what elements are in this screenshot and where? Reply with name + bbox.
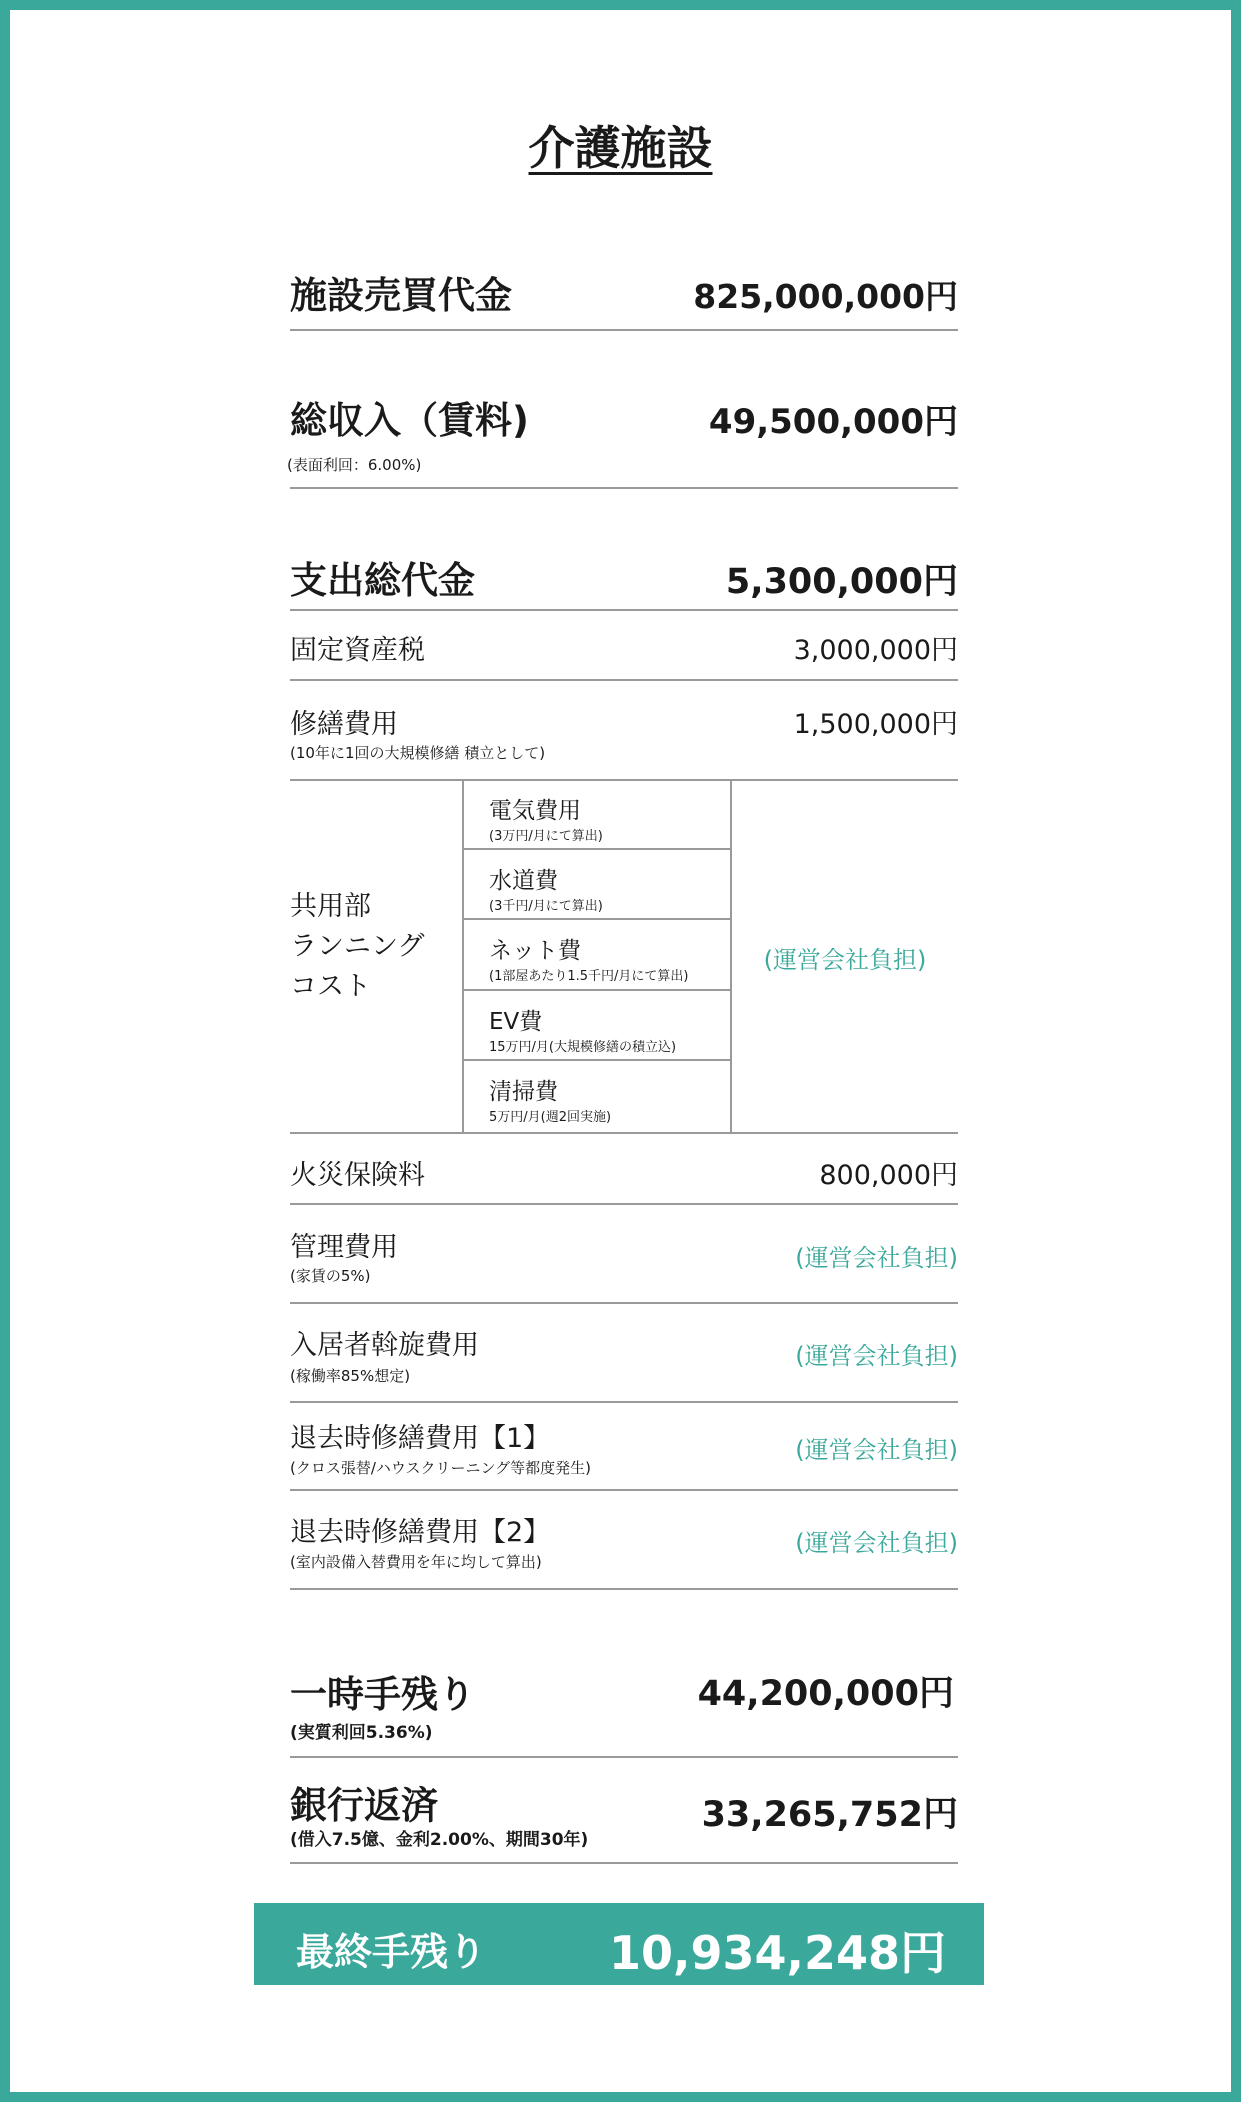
property-tax-label: 固定資産税 — [290, 635, 425, 666]
management-value: (運営会社負担) — [795, 1244, 958, 1272]
management-note: (家賃の5%) — [290, 1267, 371, 1285]
running-cost-item-note: 15万円/月(大規模修繕の積立込) — [489, 1040, 677, 1055]
exit-repair-1-row — [290, 1416, 958, 1481]
management-label: 管理費用 — [290, 1232, 398, 1263]
divider — [290, 1862, 958, 1864]
total-income-value: 49,500,000円 — [708, 402, 958, 442]
expense-total-value: 5,300,000円 — [725, 562, 958, 602]
exit-repair-2-row — [290, 1510, 958, 1575]
exit-repair-2-value: (運営会社負担) — [795, 1529, 958, 1557]
divider — [290, 1203, 958, 1205]
divider — [290, 1756, 958, 1758]
running-cost-block — [290, 780, 958, 1132]
temp-net-row — [290, 1664, 958, 1744]
sale-price-label: 施設売買代金 — [290, 274, 512, 317]
bank-row — [290, 1775, 958, 1855]
divider — [290, 1489, 958, 1491]
exit-repair-1-note: (クロス張替/ハウスクリーニング等都度発生) — [290, 1459, 592, 1477]
bank-label: 銀行返済 — [290, 1784, 438, 1827]
repair-note: (10年に1回の大規模修繕 積立として) — [290, 744, 546, 762]
running-cost-item-note: (3万円/月にて算出) — [489, 829, 603, 844]
running-cost-item-note: 5万円/月(週2回実施) — [489, 1110, 612, 1125]
running-cost-label — [290, 887, 424, 1007]
divider — [290, 487, 958, 489]
final-net-label: 最終手残り — [296, 1930, 487, 1974]
exit-repair-1-value: (運営会社負担) — [795, 1436, 958, 1464]
sale-price-value: 825,000,000円 — [693, 277, 958, 316]
running-cost-item — [464, 991, 730, 1061]
page-title-text: 介護施設 — [528, 121, 713, 175]
repair-label: 修繕費用 — [290, 709, 398, 740]
expense-total-row — [290, 550, 958, 600]
total-income-note: (表面利回：6.00%) — [287, 456, 422, 474]
running-cost-label-line: ランニング — [290, 931, 425, 962]
running-cost-item-label: EV費 — [489, 1009, 543, 1035]
final-net-value: 10,934,248円 — [608, 1926, 946, 1980]
placement-note: (稼働率85%想定) — [290, 1367, 411, 1385]
running-cost-label-line: コスト — [290, 971, 371, 1002]
temp-net-value: 44,200,000円 — [697, 1674, 954, 1714]
exit-repair-2-label: 退去時修繕費用【2】 — [290, 1517, 551, 1548]
total-income-label: 総収入（賃料) — [290, 399, 529, 442]
running-cost-item-label: 水道費 — [489, 868, 558, 894]
property-tax-value: 3,000,000円 — [793, 635, 958, 666]
divider — [290, 679, 958, 681]
bank-note: (借入7.5億、金利2.00%、期間30年) — [290, 1830, 589, 1850]
running-cost-item — [464, 850, 730, 920]
running-cost-item-label: 電気費用 — [489, 798, 581, 824]
temp-net-label: 一時手残り — [290, 1673, 475, 1716]
expense-total-label: 支出総代金 — [290, 559, 475, 602]
total-income-row — [287, 390, 958, 480]
divider — [290, 609, 958, 611]
repair-row — [290, 702, 958, 767]
management-row — [290, 1225, 958, 1290]
temp-net-note: (実質利回5.36%) — [290, 1723, 433, 1743]
running-cost-item — [464, 920, 730, 991]
divider — [290, 1302, 958, 1304]
fire-insurance-value: 800,000円 — [819, 1160, 958, 1191]
placement-row — [290, 1323, 958, 1388]
running-cost-item-note: (1部屋あたり1.5千円/月にて算出) — [489, 969, 689, 984]
running-cost-label-line: 共用部 — [290, 891, 371, 922]
exit-repair-2-note: (室内設備入替費用を年に均して算出) — [290, 1553, 542, 1571]
property-tax-row — [290, 628, 958, 668]
bank-value: 33,265,752円 — [701, 1795, 958, 1835]
divider — [290, 1132, 958, 1134]
placement-label: 入居者斡旋費用 — [290, 1330, 479, 1361]
divider — [290, 1401, 958, 1403]
running-cost-item-note: (3千円/月にて算出) — [489, 899, 603, 914]
fire-insurance-row — [290, 1153, 958, 1193]
running-cost-item-label: 清掃費 — [489, 1079, 558, 1105]
divider — [290, 329, 958, 331]
fire-insurance-label: 火災保険料 — [290, 1160, 425, 1191]
page-title — [0, 112, 1241, 178]
repair-value: 1,500,000円 — [793, 709, 958, 740]
divider — [290, 1588, 958, 1590]
running-cost-item-label: ネット費 — [489, 938, 581, 964]
final-net-banner — [254, 1903, 984, 1985]
running-cost-item — [464, 1061, 730, 1132]
placement-value: (運営会社負担) — [795, 1342, 958, 1370]
exit-repair-1-label: 退去時修繕費用【1】 — [290, 1423, 551, 1454]
sale-price-row — [290, 265, 958, 315]
running-cost-item — [464, 780, 730, 850]
running-cost-value: (運営会社負担) — [763, 946, 927, 974]
